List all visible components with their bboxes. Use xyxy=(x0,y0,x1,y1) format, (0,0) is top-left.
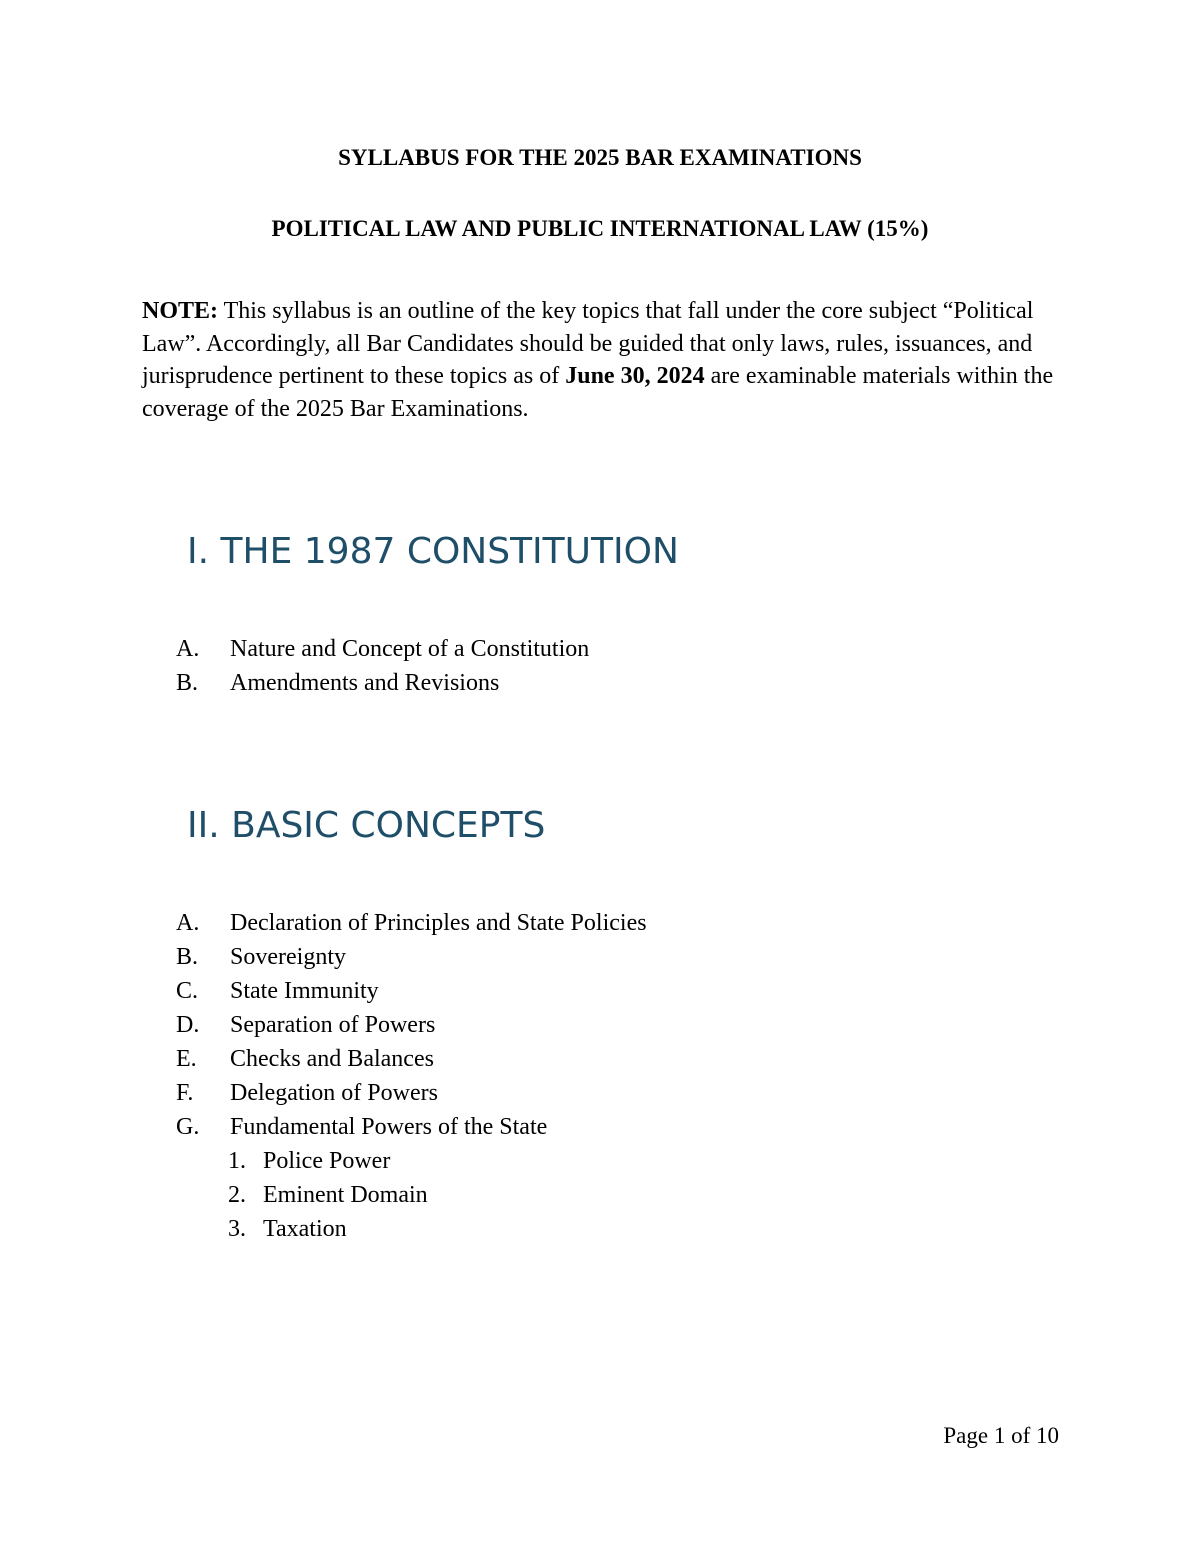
list-item xyxy=(176,940,647,974)
document-title: SYLLABUS FOR THE 2025 BAR EXAMINATIONS xyxy=(338,145,862,170)
document-subtitle: POLITICAL LAW AND PUBLIC INTERNATIONAL LAW (15%) xyxy=(271,216,929,241)
section-list-basic-concepts xyxy=(176,906,647,1246)
list-item xyxy=(176,906,647,940)
sub-list-item xyxy=(176,1212,647,1246)
sub-list-item-label: Taxation xyxy=(263,1216,347,1242)
list-item-label: Nature and Concept of a Constitution xyxy=(230,636,590,662)
list-item xyxy=(176,666,589,700)
list-item xyxy=(176,1076,647,1110)
list-marker: G. xyxy=(176,1114,200,1140)
list-item-label: Declaration of Principles and State Policies xyxy=(230,910,647,936)
list-item xyxy=(176,632,589,666)
page-number: Page 1 of 10 xyxy=(943,1423,1059,1448)
list-item xyxy=(176,1042,647,1076)
list-marker: A. xyxy=(176,910,200,936)
list-marker: E. xyxy=(176,1046,197,1072)
list-item-label: Delegation of Powers xyxy=(230,1080,438,1106)
note-text-1: This syllabus is an outline of the key topics that fall under the core subject “Political Law”. Accordingly, all Bar Candidates should be guided that only laws, rules, issuances, and jurisprudence pertinent to these topics as of xyxy=(142,298,1034,389)
list-item-label: Sovereignty xyxy=(230,944,346,970)
list-item xyxy=(176,974,647,1008)
list-marker: B. xyxy=(176,944,199,970)
sub-list-marker: 3. xyxy=(228,1216,246,1242)
list-marker: B. xyxy=(176,670,199,696)
note-label: NOTE: xyxy=(142,298,219,324)
list-item-label: Separation of Powers xyxy=(230,1012,436,1038)
sub-list-item-label: Police Power xyxy=(263,1148,391,1174)
list-marker: F. xyxy=(176,1080,194,1106)
list-item xyxy=(176,1110,647,1144)
list-item-label: Fundamental Powers of the State xyxy=(230,1114,548,1140)
list-item-label: State Immunity xyxy=(230,978,379,1004)
note-date: June 30, 2024 xyxy=(565,363,705,389)
sub-list-marker: 2. xyxy=(228,1182,246,1208)
list-item xyxy=(176,1008,647,1042)
note-paragraph xyxy=(142,295,1067,425)
list-marker: D. xyxy=(176,1012,200,1038)
section-heading-basic-concepts: II. BASIC CONCEPTS xyxy=(187,805,546,846)
list-marker: C. xyxy=(176,978,199,1004)
section-heading-constitution: I. THE 1987 CONSTITUTION xyxy=(187,531,679,572)
note-text-2: are examinable materials within the coverage of the 2025 Bar Examinations. xyxy=(142,363,1054,422)
list-item-label: Amendments and Revisions xyxy=(230,670,500,696)
list-marker: A. xyxy=(176,636,200,662)
list-item-label: Checks and Balances xyxy=(230,1046,434,1072)
sub-list-item xyxy=(176,1178,647,1212)
section-list-constitution xyxy=(176,632,589,700)
sub-list-item-label: Eminent Domain xyxy=(263,1182,428,1208)
sub-list-marker: 1. xyxy=(228,1148,246,1174)
sub-list-item xyxy=(176,1144,647,1178)
